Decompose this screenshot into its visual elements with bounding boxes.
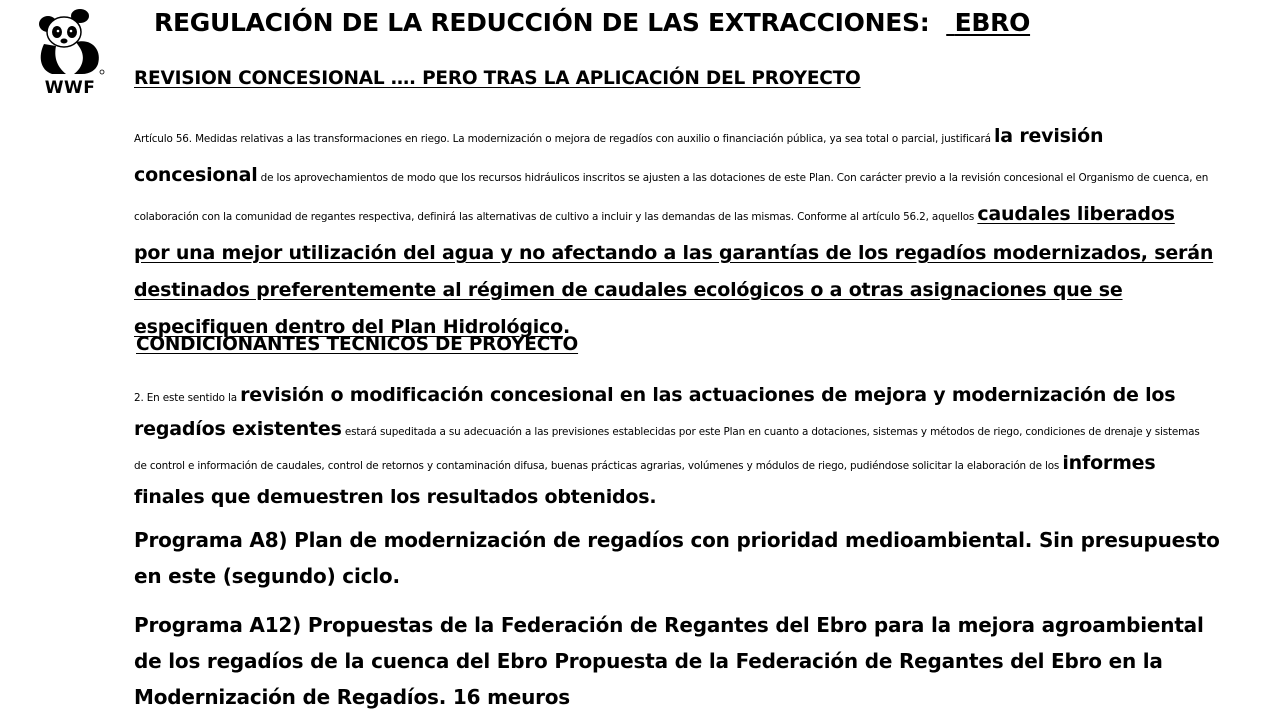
page-title-text: REGULACIÓN DE LA REDUCCIÓN DE LAS EXTRACCIONES: [154,8,930,37]
wwf-logo-text: WWF [44,78,96,98]
p2-small-2: estará supeditada a su adecuación a las previsiones establecidas por este Plan en cuanto a dotaciones, sistemas y métodos de riego, condiciones de drenaje y sistemas de control e información de caudales, control de retornos y contaminación difusa, buenas prácticas agrarias, volúmenes y módulos de riego, pudiéndose solicitar la elaboración de los [134,426,1200,472]
wwf-logo [36,8,112,100]
page-title [154,8,1030,37]
p2-small-1: 2. En este sentido la [134,392,241,404]
condition-paragraph [134,380,1214,513]
p2-end: . [649,486,657,508]
p1-emphasis-2: caudales liberados por una mejor utilización del agua y no afectando a las garantías de los regadíos modernizados, serán destinados preferentemente al régimen de caudales ecológicos o a otras asignaciones que se especifiquen dentro del Plan Hidrológico [134,203,1214,338]
p1-small-2: de los aprovechamientos de modo que los recursos hidráulicos inscritos se ajusten a las dotaciones de este Plan. Con carácter previo a la revisión concesional el Organismo de cuenca, en colaboración con la comunidad de regantes respectiva, definirá las alternativas de cultivo a incluir y las demandas de las mismas. Conforme al artículo 56.2, aquellos [134,172,1209,223]
article-56-paragraph [134,118,1214,346]
p2-emphasis-1: revisión o modificación concesional en las actuaciones de mejora y modernización de los regadíos existentes [134,384,1176,440]
section2-heading: CONDICIONANTES TECNICOS DE PROYECTO [136,334,579,355]
p2-emphasis-2: informes finales que demuestren los resultados obtenidos [134,452,1156,508]
p1-small-1: Artículo 56. Medidas relativas a las transformaciones en riego. La modernización o mejora de regadíos con auxilio o financiación pública, ya sea total o parcial, justificará [134,133,994,145]
program-a12: Programa A12) Propuestas de la Federación de Regantes del Ebro para la mejora agroambiental de los regadíos de la cuenca del Ebro Propuesta de la Federación de Regantes del Ebro en la Modernización de Regadíos. 16 meuros [134,613,1204,709]
page-title-ebro [946,8,1030,37]
p1-emphasis-1: la revisión concesional [134,125,1104,186]
page-title-ebro-text: EBRO [954,8,1031,37]
program-a8: Programa A8) Plan de modernización de regadíos con prioridad medioambiental. Sin presupuesto en este (segundo) ciclo. [134,528,1220,588]
section1-heading: REVISION CONCESIONAL …. PERO TRAS LA APLICACIÓN DEL PROYECTO [134,68,861,89]
p1-end: . [562,316,571,338]
